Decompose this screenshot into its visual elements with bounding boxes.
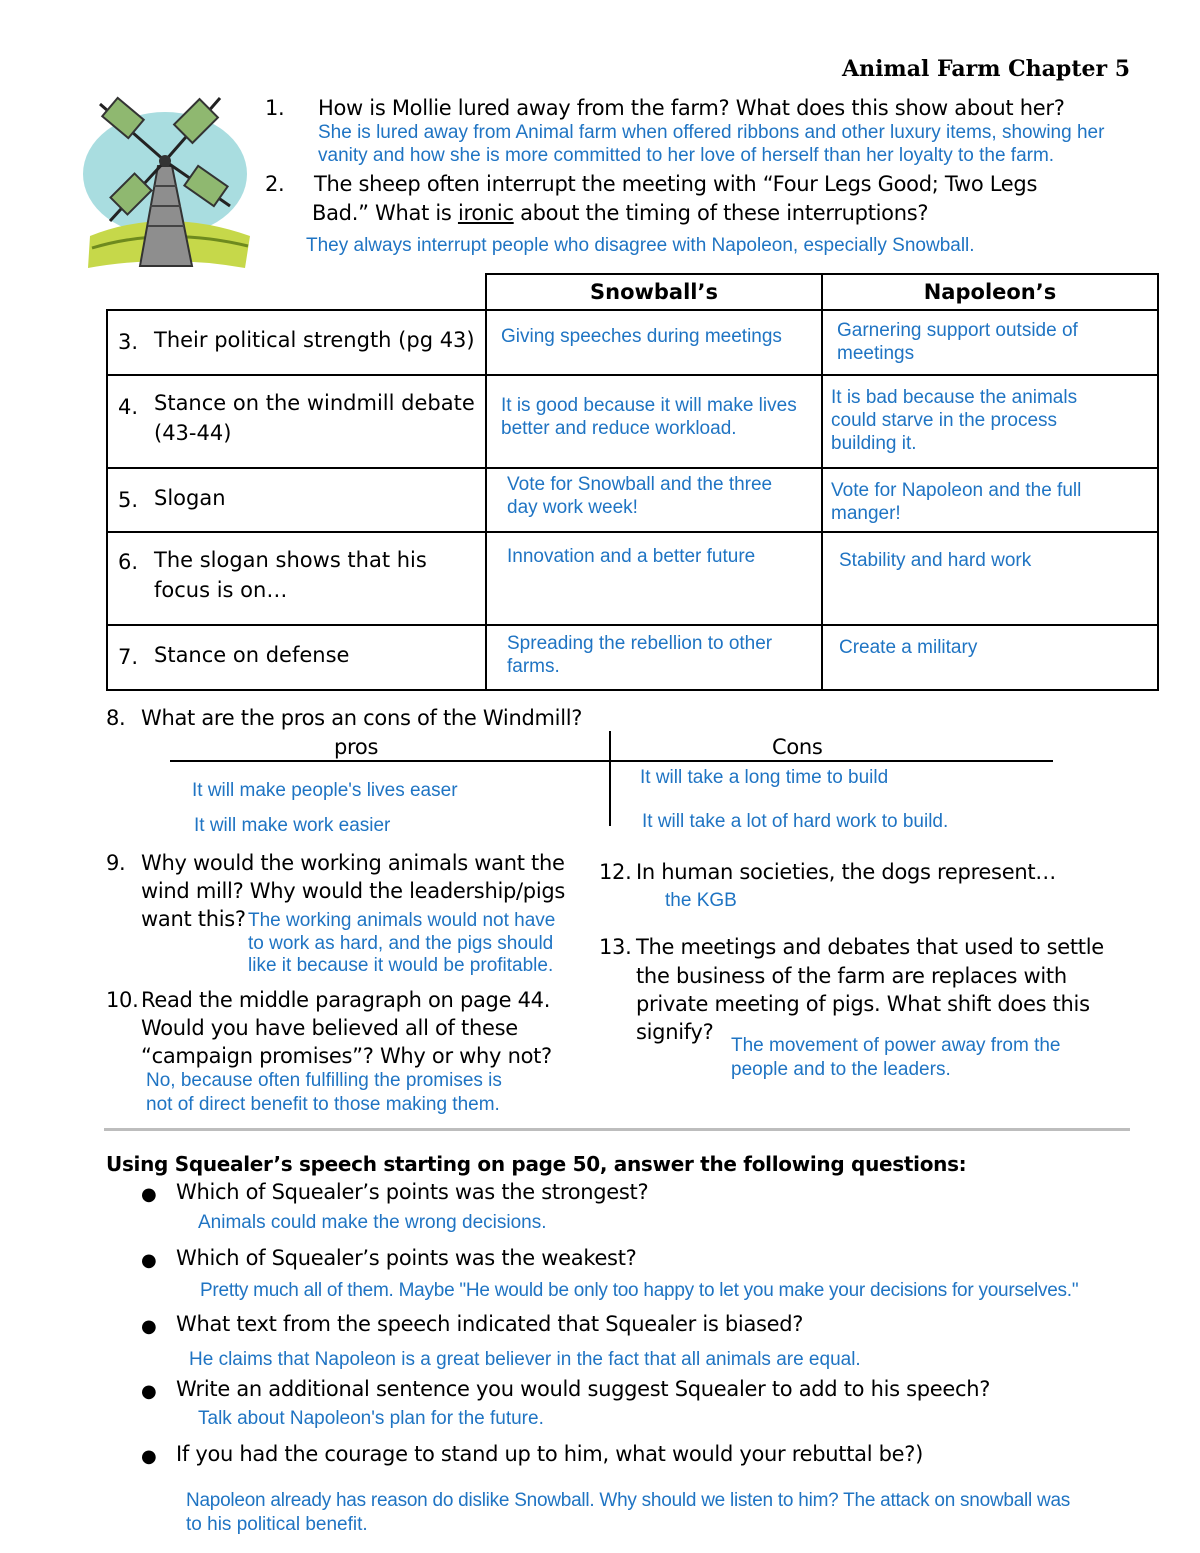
question-9-text-line-2: wind mill? Why would the leadership/pigs	[141, 879, 566, 903]
question-9-text-line-1: Why would the working animals want the	[141, 851, 565, 875]
answer-1-line-1[interactable]: She is lured away from Animal farm when offered ribbons and other luxury items, showing her	[318, 122, 1105, 143]
cons-answer-1[interactable]: It will take a long time to build	[640, 767, 889, 788]
page-title: Animal Farm Chapter 5	[842, 56, 1131, 82]
squealer-question-2: Which of Squealer’s points was the weakest?	[176, 1246, 637, 1270]
table-corner	[107, 274, 486, 310]
question-2-text-line-1: The sheep often interrupt the meeting with “Four Legs Good; Two Legs	[314, 172, 1038, 196]
question-8-text: What are the pros an cons of the Windmill?	[141, 706, 583, 730]
bullet-icon: ●	[141, 1381, 157, 1402]
row-6-number: 6.	[118, 550, 139, 574]
answer-12[interactable]: the KGB	[665, 890, 737, 911]
question-13-text-line-1: The meetings and debates that used to settle	[636, 935, 1104, 959]
answer-2[interactable]: They always interrupt people who disagree with Napoleon, especially Snowball.	[306, 235, 975, 256]
row-3-snowball-answer[interactable]: Giving speeches during meetings	[501, 326, 782, 347]
answer-9-line-1[interactable]: The working animals would not have	[248, 910, 556, 931]
header-napoleon	[822, 274, 1158, 310]
squealer-answer-3[interactable]: He claims that Napoleon is a great believer in the fact that all animals are equal.	[189, 1349, 861, 1370]
row-6-snowball-answer[interactable]: Innovation and a better future	[507, 546, 756, 567]
answer-10-line-1[interactable]: No, because often fulfilling the promises is	[146, 1070, 502, 1091]
row-4-number: 4.	[118, 395, 139, 419]
squealer-heading: Using Squealer’s speech starting on page 50, answer the following questions:	[106, 1152, 967, 1176]
question-1-number: 1.	[265, 96, 285, 120]
header-snowball	[486, 274, 822, 310]
row-6-label: The slogan shows that his focus is on…	[154, 548, 427, 602]
answer-9-line-3[interactable]: like it because it would be profitable.	[248, 955, 554, 976]
question-1-text: How is Mollie lured away from the farm? What does this show about her?	[318, 96, 1065, 120]
question-12-text: In human societies, the dogs represent…	[636, 860, 1056, 884]
bullet-icon: ●	[141, 1316, 157, 1337]
row-3-number: 3.	[118, 330, 139, 354]
section-divider	[104, 1128, 1130, 1131]
answer-9-line-2[interactable]: to work as hard, and the pigs should	[248, 933, 554, 954]
row-7-label-cell	[107, 625, 486, 690]
row-4-napoleon-answer[interactable]: It is bad because the animals could starve in the process building it.	[831, 387, 1078, 454]
question-10-text-line-3: “campaign promises”? Why or why not?	[141, 1044, 552, 1068]
row-6-napoleon-cell[interactable]	[822, 532, 1158, 625]
squealer-answer-1[interactable]: Animals could make the wrong decisions.	[198, 1212, 547, 1233]
question-2-text-pre: Bad.” What is	[312, 201, 458, 225]
row-7-napoleon-cell[interactable]	[822, 625, 1158, 690]
row-4-label: Stance on the windmill debate (43-44)	[154, 391, 475, 445]
bullet-icon: ●	[141, 1184, 157, 1205]
question-10-number: 10.	[106, 988, 139, 1012]
table-row	[107, 625, 1158, 690]
row-5-label-cell	[107, 468, 486, 532]
pros-answer-1[interactable]: It will make people's lives easer	[192, 780, 458, 801]
row-3-napoleon-cell[interactable]	[822, 310, 1158, 375]
squealer-answer-5-line-2[interactable]: to his political benefit.	[186, 1514, 368, 1535]
question-2-number: 2.	[265, 172, 285, 196]
pros-cons-divider-vertical	[609, 731, 611, 826]
row-6-snowball-cell[interactable]	[486, 532, 822, 625]
question-9-number: 9.	[106, 851, 126, 875]
row-7-snowball-answer[interactable]: Spreading the rebellion to other farms.	[507, 633, 773, 677]
row-5-number: 5.	[118, 488, 139, 512]
row-5-label: Slogan	[154, 486, 226, 510]
comparison-table	[106, 273, 1159, 691]
bullet-icon: ●	[141, 1446, 157, 1467]
question-10-text-line-2: Would you have believed all of these	[141, 1016, 518, 1040]
table-row	[107, 375, 1158, 468]
squealer-question-3: What text from the speech indicated that Squealer is biased?	[176, 1312, 804, 1336]
question-13-text-line-2: the business of the farm are replaces with	[636, 964, 1067, 988]
row-3-label-cell	[107, 310, 486, 375]
question-12-number: 12.	[599, 860, 632, 884]
question-8-number: 8.	[106, 706, 126, 730]
answer-13-line-1[interactable]: The movement of power away from the	[731, 1035, 1061, 1056]
squealer-question-5: If you had the courage to stand up to him, what would your rebuttal be?)	[176, 1442, 924, 1466]
answer-10-line-2[interactable]: not of direct benefit to those making them.	[146, 1094, 500, 1115]
row-5-snowball-answer[interactable]: Vote for Snowball and the three day work week!	[507, 474, 773, 518]
squealer-answer-4[interactable]: Talk about Napoleon's plan for the future.	[198, 1408, 544, 1429]
squealer-answer-5-line-1[interactable]: Napoleon already has reason do dislike Snowball. Why should we listen to him? The attack on snowball was	[186, 1490, 1071, 1511]
question-13-text-line-3: private meeting of pigs. What shift does this	[636, 992, 1090, 1016]
question-10-text-line-1: Read the middle paragraph on page 44.	[141, 988, 551, 1012]
table-row	[107, 532, 1158, 625]
row-3-napoleon-answer[interactable]: Garnering support outside of meetings	[837, 320, 1078, 364]
row-7-number: 7.	[118, 645, 139, 669]
pros-label: pros	[334, 735, 379, 759]
question-2-text-post: about the timing of these interruptions?	[513, 201, 929, 225]
bullet-icon: ●	[141, 1250, 157, 1271]
pros-cons-divider-horizontal	[170, 760, 1053, 762]
header-napoleon-label: Napoleon’s	[923, 280, 1057, 304]
table-row	[107, 310, 1158, 375]
row-5-napoleon-answer[interactable]: Vote for Napoleon and the full manger!	[831, 480, 1082, 524]
header-snowball-label: Snowball’s	[590, 280, 718, 304]
row-7-label: Stance on defense	[154, 643, 350, 667]
cons-label: Cons	[772, 735, 823, 759]
answer-1-line-2[interactable]: vanity and how she is more committed to her love of herself than her loyalty to the farm.	[318, 145, 1055, 166]
squealer-question-1: Which of Squealer’s points was the strongest?	[176, 1180, 649, 1204]
row-3-snowball-cell[interactable]	[486, 310, 822, 375]
question-13-number: 13.	[599, 935, 632, 959]
row-6-label-cell	[107, 532, 486, 625]
pros-answer-2[interactable]: It will make work easier	[194, 815, 391, 836]
row-6-napoleon-answer[interactable]: Stability and hard work	[839, 550, 1032, 571]
row-4-snowball-answer[interactable]: It is good because it will make lives better and reduce workload.	[501, 395, 797, 439]
question-13-text-line-4: signify?	[636, 1020, 714, 1044]
row-3-label: Their political strength (pg 43)	[154, 328, 475, 352]
question-2-text-line-2	[312, 199, 928, 228]
row-4-label-cell	[107, 375, 486, 468]
squealer-answer-2[interactable]: Pretty much all of them. Maybe "He would be only too happy to let you make your decisions for yourselves."	[200, 1280, 1079, 1301]
cons-answer-2[interactable]: It will take a lot of hard work to build.	[642, 811, 949, 832]
question-2-underlined-word: ironic	[457, 201, 514, 225]
question-9-text-line-3: want this?	[141, 907, 246, 931]
row-7-napoleon-answer[interactable]: Create a military	[839, 637, 978, 658]
table-row	[107, 468, 1158, 532]
row-5-snowball-cell[interactable]	[486, 468, 822, 532]
windmill-icon	[70, 86, 260, 276]
row-5-napoleon-cell[interactable]	[822, 468, 1158, 532]
row-4-snowball-cell[interactable]	[486, 375, 822, 468]
row-4-napoleon-cell[interactable]	[822, 375, 1158, 468]
row-7-snowball-cell[interactable]	[486, 625, 822, 690]
squealer-question-4: Write an additional sentence you would suggest Squealer to add to his speech?	[176, 1377, 991, 1401]
answer-13-line-2[interactable]: people and to the leaders.	[731, 1059, 951, 1080]
